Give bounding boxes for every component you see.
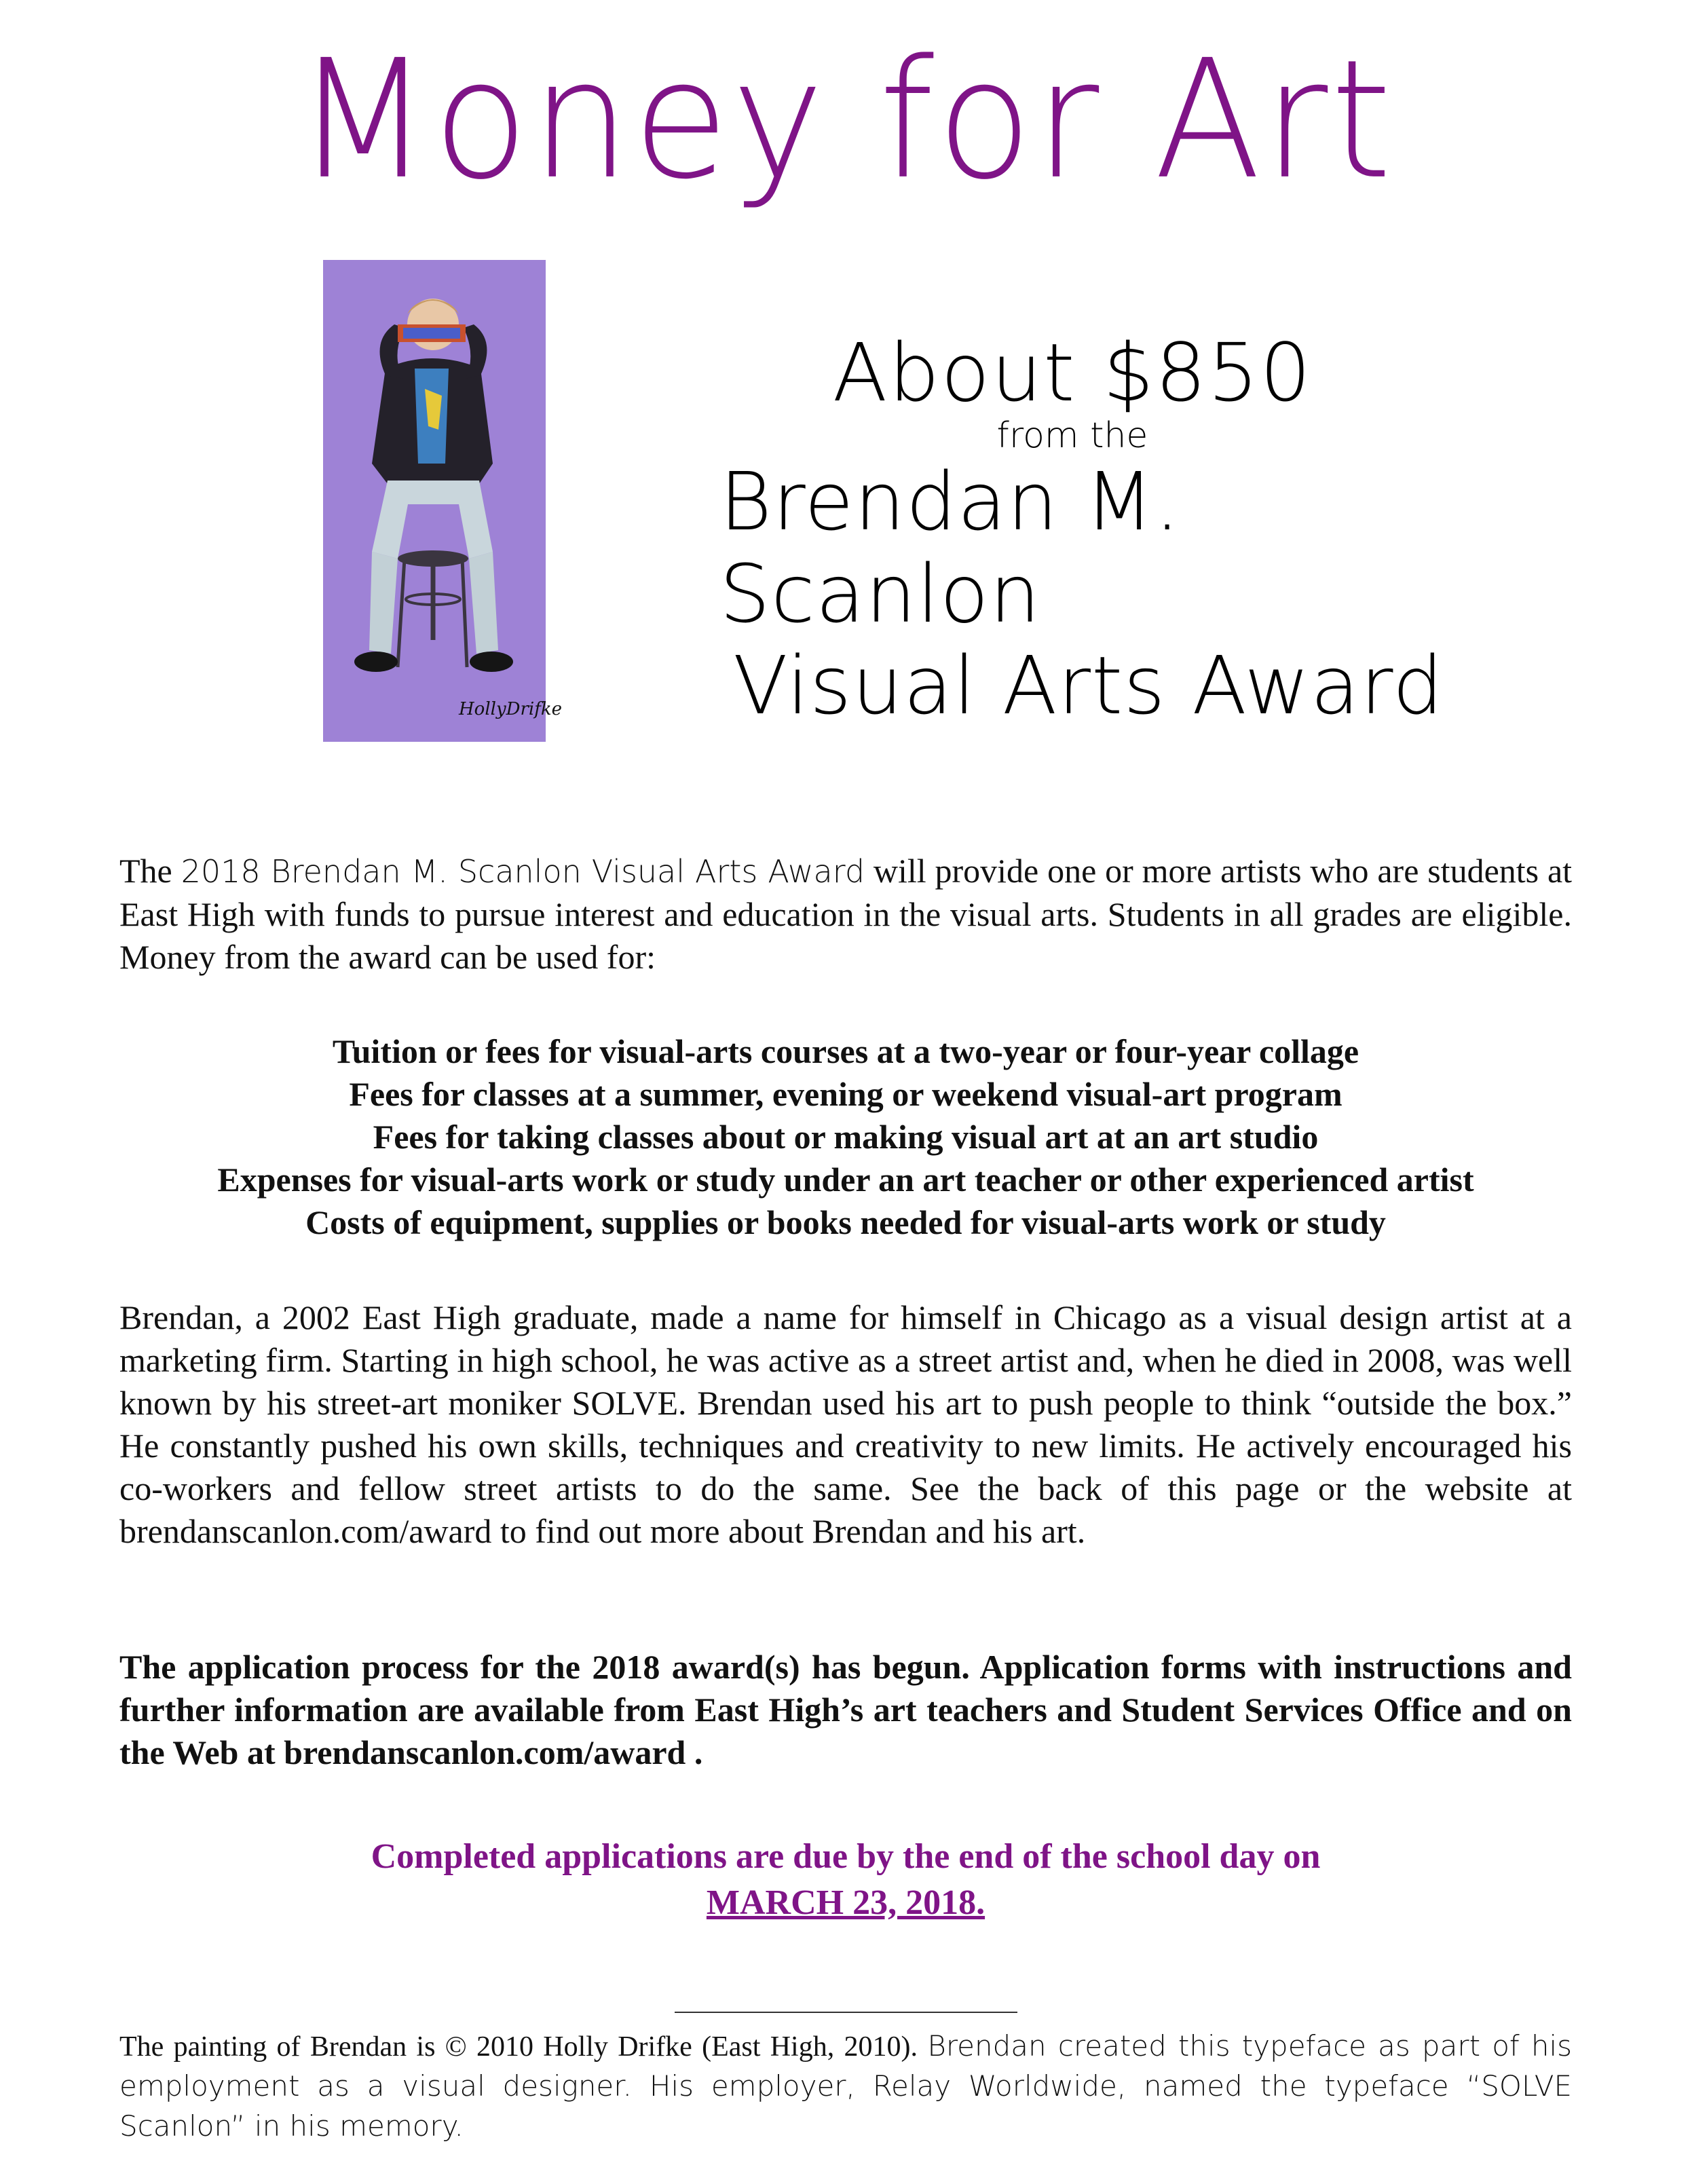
painting-signature: HollyDrifke: [459, 699, 563, 719]
painting-illustration: [323, 260, 563, 742]
deadline-block: [119, 1834, 1572, 1926]
intro-award-ref: 2018 Brendan M. Scanlon Visual Arts Award: [181, 853, 865, 890]
list-item: Expenses for visual-arts work or study under an art teacher or other experienced artist: [217, 1161, 1474, 1199]
award-from: from the: [996, 415, 1148, 456]
award-uses-list: [119, 1030, 1572, 1244]
award-name-line1: Brendan M. Scanlon: [719, 455, 1181, 641]
footnote-divider: [675, 2012, 1017, 2013]
page-title: Money for Art: [295, 25, 1395, 216]
intro-text: will provide one or more artists who are students at East High with funds to pursue interest and education in the visual arts. Students in all grades are eligible. Money from the award can be used for:: [119, 852, 1573, 976]
award-name-line2: Visual Arts Award: [733, 639, 1444, 733]
list-item: Costs of equipment, supplies or books needed for visual-arts work or study: [305, 1203, 1386, 1241]
intro-prefix: The: [119, 852, 172, 890]
award-heading: [679, 326, 1466, 732]
deadline-date: MARCH 23, 2018.: [706, 1883, 985, 1922]
application-paragraph: The application process for the 2018 award(s) has begun. Application forms with instructions and further information are available from East High’s art teachers and Student Services Office and on the Web at brendanscanlon.com/award .: [119, 1648, 1572, 1771]
footnote-typeface-note: Brendan created this typeface as part of his employment as a visual designer. His employer, Relay Worldwide, named the typeface “SOLVE Scanlon” in his memory.: [119, 2029, 1573, 2143]
list-item: Fees for classes at a summer, evening or weekend visual-art program: [349, 1075, 1342, 1113]
award-amount: About $850: [832, 326, 1313, 419]
intro-paragraph: [119, 850, 1572, 979]
deadline-text: Completed applications are due by the end of the school day on: [371, 1837, 1321, 1876]
bio-paragraph: Brendan, a 2002 East High graduate, made a name for himself in Chicago as a visual design artist at a marketing firm. Starting in high school, he was active as a street artist and, when he died in 2008, was well known by his street-art moniker SOLVE. Brendan used his art to push people to think “outside the box.” He constantly pushed his own skills, techniques and creativity to new limits. He actively encouraged his co-workers and fellow street artists to do the same. See the back of this page or the website at brendanscanlon.com/award to find out more about Brendan and his art.: [119, 1298, 1572, 1550]
footnote: [119, 2027, 1572, 2147]
footnote-credit: The painting of Brendan is © 2010 Holly Drifke (East High, 2010).: [119, 2031, 918, 2063]
list-item: Tuition or fees for visual-arts courses at a two-year or four-year collage: [332, 1032, 1359, 1070]
list-item: Fees for taking classes about or making visual art at an art studio: [373, 1118, 1319, 1156]
brendan-painting: [323, 260, 563, 742]
